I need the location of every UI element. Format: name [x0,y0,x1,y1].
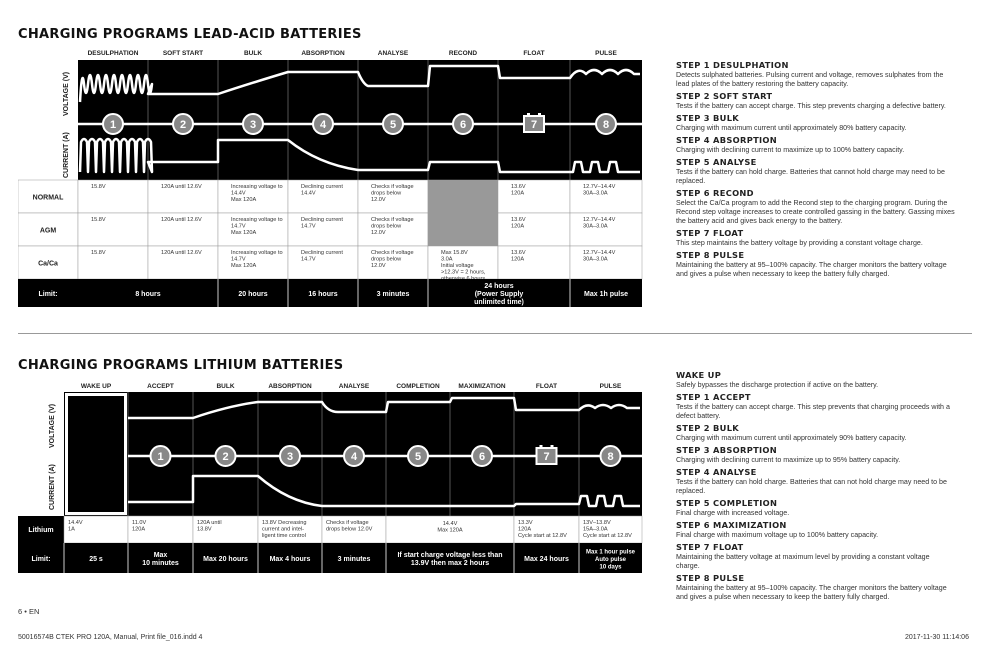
step-number-badge [173,114,193,134]
step-number-badge [453,114,473,134]
spec-text: 13V–13.8V [583,520,611,526]
limit-value: Auto pulse [595,557,626,563]
step-description: Maintaining the battery voltage at maximum level by providing a constant voltage [676,553,930,561]
spec-cell [498,246,570,279]
spec-text: 30A–3.0A [583,256,608,263]
step-description: replaced. [676,487,706,495]
phase-label: SOFT START [162,50,204,57]
step-number: 8 [602,119,610,131]
step-number-badge [408,446,428,466]
step-number: 2 [179,119,187,131]
spec-text: 120A [518,526,532,533]
step-description: Tests if the battery can accept charge. This step prevents charging a defective battery. [676,102,946,110]
spec-text: Max 15.8V [441,250,468,256]
lead-acid-diagram [18,44,644,314]
phase-label: FLOAT [523,50,545,57]
phase-label: RECOND [448,50,478,57]
spec-text: 120A until [197,520,222,526]
spec-text: 1A [68,526,75,533]
spec-text: Increasing voltage to [231,250,283,256]
step-number: 4 [350,451,358,463]
step-description: Maintaining the battery at 95–100% capacity. The charger monitors the battery voltage [676,261,947,269]
step-number-badge [472,446,492,466]
lead-acid-title: CHARGING PROGRAMS LEAD-ACID BATTERIES [18,27,362,42]
step-number-badge [596,114,616,134]
spec-text: 120A [511,256,525,263]
spec-text: 120A until 12.6V [161,250,202,256]
spec-text: Increasing voltage to [231,184,283,190]
spec-text: 13.3V [518,520,533,526]
step-description: Recond step voltage increases to create controlled gassing in the battery. Gassing mixes [676,208,955,216]
phase-label: ANALYSE [377,50,409,57]
spec-text: drops below [371,190,402,197]
spec-text: Declining current [301,250,343,256]
limit-value: Max 20 hours [203,556,248,563]
step-description: This step maintains the battery voltage by providing a constant voltage charge. [676,239,923,247]
phase-label: DESULPHATION [87,50,139,57]
voltage-axis-label: VOLTAGE (V) [63,71,70,116]
step-description: Charging with declining current to maximize up to 100% battery capacity. [676,146,905,154]
lead-acid-graph [18,44,644,314]
limit-value: unlimited time) [474,299,524,306]
print-date: 2017-11-30 11:14:06 [905,634,969,641]
battery-terminal-icon [540,445,543,448]
spec-text: 13.6V [511,184,526,190]
phase-label: PULSE [595,50,617,57]
spec-text: 3.0A [441,256,453,263]
step-number: 1 [157,451,164,463]
step-description: charge. [676,562,700,570]
limit-value: 13.9V then max 2 hours [410,559,490,567]
spec-text: Checks if voltage [371,217,414,223]
spec-text: 15.8V [91,250,106,256]
spec-text: 15.8V [91,184,106,190]
step-heading: STEP 4 ABSORPTION [676,135,778,145]
spec-cell [78,246,148,279]
spec-text: 14.7V [301,256,316,263]
step-number: 4 [319,119,327,131]
spec-text: 14.4V [301,190,316,197]
spec-text: current and intel- [262,526,304,533]
limit-value: 16 hours [308,291,338,298]
step-description: lead plates of the battery restoring the battery capacity. [676,80,849,88]
limit-value: 8 hours [135,291,161,298]
step-description: and gives a pulse when necessary to keep the battery fully charged. [676,270,890,278]
spec-text: Max 120A [231,230,257,236]
phase-label: PULSE [599,383,622,390]
spec-text: Increasing voltage to [231,217,283,223]
limit-value: Max 1 hour pulse [585,549,636,556]
step-heading: STEP 1 DESULPHATION [676,60,789,70]
step-number-badge [280,446,300,466]
current-axis-label: CURRENT (A) [49,464,56,510]
section-divider [18,333,972,334]
step-number-badge [151,446,171,466]
spec-text: 30A–3.0A [583,190,608,197]
spec-text: 15.8V [91,217,106,223]
spec-text: Declining current [301,184,343,190]
step-number: 5 [389,119,397,131]
limit-value: Max 4 hours [269,556,311,563]
limit-value: 10 days [599,564,622,571]
step-description: replaced. [676,177,706,185]
phase-label: ABSORPTION [301,50,345,57]
spec-text: drops below [371,256,402,263]
spec-cell [78,213,148,246]
step-heading: STEP 8 PULSE [676,250,745,260]
phase-label: MAXIMIZATION [458,383,506,390]
spec-text: ligent time control [262,533,306,539]
step-heading: STEP 3 ABSORPTION [676,445,778,455]
step-heading: STEP 3 BULK [676,113,740,123]
step-number: 2 [222,451,229,463]
spec-text: 12.7V–14.4V [583,184,616,190]
spec-text: Max 120A [231,263,257,269]
spec-text: 12.0V [371,263,386,269]
phase-label: FLOAT [535,383,558,390]
voltage-axis-label: VOLTAGE (V) [49,403,56,448]
step-description: Tests if the battery can hold charge. Batteries that cannot hold charge may need to be [676,168,945,176]
spec-text: Initial voltage [441,263,474,269]
spec-text: 13.8V [197,526,212,533]
step-heading: STEP 6 MAXIMIZATION [676,520,787,530]
wakeup-block [68,396,124,512]
step-description: Final charge with maximum voltage up to 100% battery capacity. [676,531,879,539]
limit-value: 3 minutes [337,556,371,563]
step-heading: STEP 2 SOFT START [676,91,773,101]
step-number-badge [537,445,557,464]
unused-cell [428,180,498,213]
step-description: Charging with maximum current until approximately 80% battery capacity. [676,124,907,132]
spec-text: 14.4V [68,520,83,526]
spec-cell [498,213,570,246]
step-number: 6 [478,451,486,463]
spec-text: 14.7V [231,223,246,230]
spec-text: Checks if voltage [326,520,369,526]
battery-terminal-icon [527,113,530,116]
spec-text: 14.4V [442,521,458,527]
spec-text: 30A–3.0A [583,223,608,230]
step-number: 3 [286,451,294,463]
spec-text: Declining current [301,217,343,223]
limit-value: If start charge voltage less than [397,552,503,560]
phase-label: BULK [216,383,235,390]
limit-value: 3 minutes [376,291,410,298]
step-description: Charging with maximum current until approximately 90% battery capacity. [676,434,907,442]
spec-text: Max 120A [437,527,463,534]
phase-label: BULK [243,50,263,57]
limit-label: Limit: [31,556,51,563]
step-heading: STEP 7 FLOAT [676,542,744,552]
step-heading: STEP 5 COMPLETION [676,498,778,508]
unused-cell [428,213,498,246]
step-heading: STEP 7 FLOAT [676,228,744,238]
step-description: Detects sulphated batteries. Pulsing current and voltage, removes sulphates from the [676,71,944,79]
limit-value: Max [153,552,168,560]
spec-text: Max 120A [231,197,257,203]
spec-text: 120A [511,190,525,197]
spec-text: drops below 12.0V [326,526,373,533]
step-number: 1 [109,119,117,131]
spec-text: Cycle start at 12.8V [583,533,632,539]
step-number-badge [524,113,544,132]
step-heading: STEP 1 ACCEPT [676,392,751,402]
spec-text: 120A [132,526,146,533]
lithium-diagram [18,378,644,574]
row-label: AGM [39,227,57,235]
battery-terminal-icon [538,113,541,116]
phase-label: ABSORPTION [268,383,312,390]
limit-value: Max 1h pulse [584,291,628,298]
spec-text: Checks if voltage [371,184,414,190]
step-heading: STEP 6 RECOND [676,188,754,198]
spec-cell [78,180,148,213]
lead-acid-step-list [676,58,976,279]
spec-cell [498,180,570,213]
step-description: and gives a pulse when necessary to keep the battery fully charged. [676,593,890,601]
spec-text: drops below [371,223,402,230]
spec-text: Checks if voltage [371,250,414,256]
step-number-badge [216,446,236,466]
step-description: Final charge with increased voltage. [676,509,790,517]
spec-text: 11.0V [132,520,147,526]
step-description: defect battery. [676,412,721,420]
spec-text: 13.6V [511,217,526,223]
step-description: Maintaining the battery at 95–100% capacity. The charger monitors the battery voltage [676,584,947,592]
current-axis-label: CURRENT (A) [63,132,70,178]
spec-text: 14.7V [301,223,316,230]
spec-text: 13.8V Decreasing [262,520,307,526]
step-description: the battery acid and gives back energy to the battery. [676,217,843,225]
step-number-badge [383,114,403,134]
limit-label: Limit: [38,291,58,298]
spec-text: 12.0V [371,197,386,203]
step-description: Charging with declining current to maximize up to 95% battery capacity. [676,456,901,464]
limit-value: Max 24 hours [524,556,569,563]
spec-text: 12.0V [371,230,386,236]
step-heading: STEP 5 ANALYSE [676,157,757,167]
step-heading: STEP 4 ANALYSE [676,467,757,477]
step-number: 8 [607,451,614,463]
phase-label: ANALYSE [338,383,370,390]
lithium-step-list [676,368,976,602]
phase-label: COMPLETION [396,383,440,390]
step-number: 3 [249,119,257,131]
spec-text: 120A until 12.6V [161,217,202,223]
lithium-graph [18,378,644,574]
step-number: 6 [459,119,467,131]
step-description: Select the Ca/Ca program to add the Recond step to the charging program. During the [676,199,948,207]
limit-value: 10 minutes [142,559,179,567]
step-number-badge [313,114,333,134]
spec-text: 12.7V–14.4V [583,250,616,256]
step-number-badge [344,446,364,466]
limit-value: 25 s [89,556,103,563]
spec-text: >12.3V = 2 hours, [441,269,486,276]
step-description: Safely bypasses the discharge protection if active on the battery. [676,381,879,389]
file-info: 50016574B CTEK PRO 120A, Manual, Print file_016.indd 4 [18,634,203,641]
spec-text: 12.7V–14.4V [583,217,616,223]
step-heading: WAKE UP [676,370,722,380]
limit-value: (Power Supply [474,291,524,298]
page-number: 6 • EN [18,607,40,616]
step-number: 5 [414,451,422,463]
row-label: Lithium [28,527,54,534]
step-number: 7 [530,119,538,131]
step-number-badge [601,446,621,466]
limit-value: 20 hours [238,291,268,298]
spec-text: 15A–3.0A [583,526,608,533]
spec-text: 13.6V [511,250,526,256]
step-description: Tests if the battery can accept charge. This step prevents that charging proceeds with a [676,403,950,411]
step-number: 7 [543,451,550,463]
spec-text: Cycle start at 12.8V [518,533,567,539]
spec-text: 120A [511,223,525,230]
step-number-badge [103,114,123,134]
spec-text: 14.4V [231,190,246,197]
phase-label: WAKE UP [80,383,112,390]
row-label: NORMAL [32,194,64,202]
lithium-title: CHARGING PROGRAMS LITHIUM BATTERIES [18,358,344,373]
row-label: Ca/Ca [38,260,58,268]
spec-text: 14.7V [231,256,246,263]
spec-text: 120A until 12.6V [161,184,202,190]
step-number-badge [243,114,263,134]
phase-label: ACCEPT [147,383,174,390]
limit-value: 24 hours [484,283,514,290]
step-heading: STEP 2 BULK [676,423,740,433]
battery-terminal-icon [551,445,554,448]
step-heading: STEP 8 PULSE [676,573,745,583]
step-description: Tests if the battery can hold charge. Batteries that can not hold charge may need to be [676,478,947,486]
